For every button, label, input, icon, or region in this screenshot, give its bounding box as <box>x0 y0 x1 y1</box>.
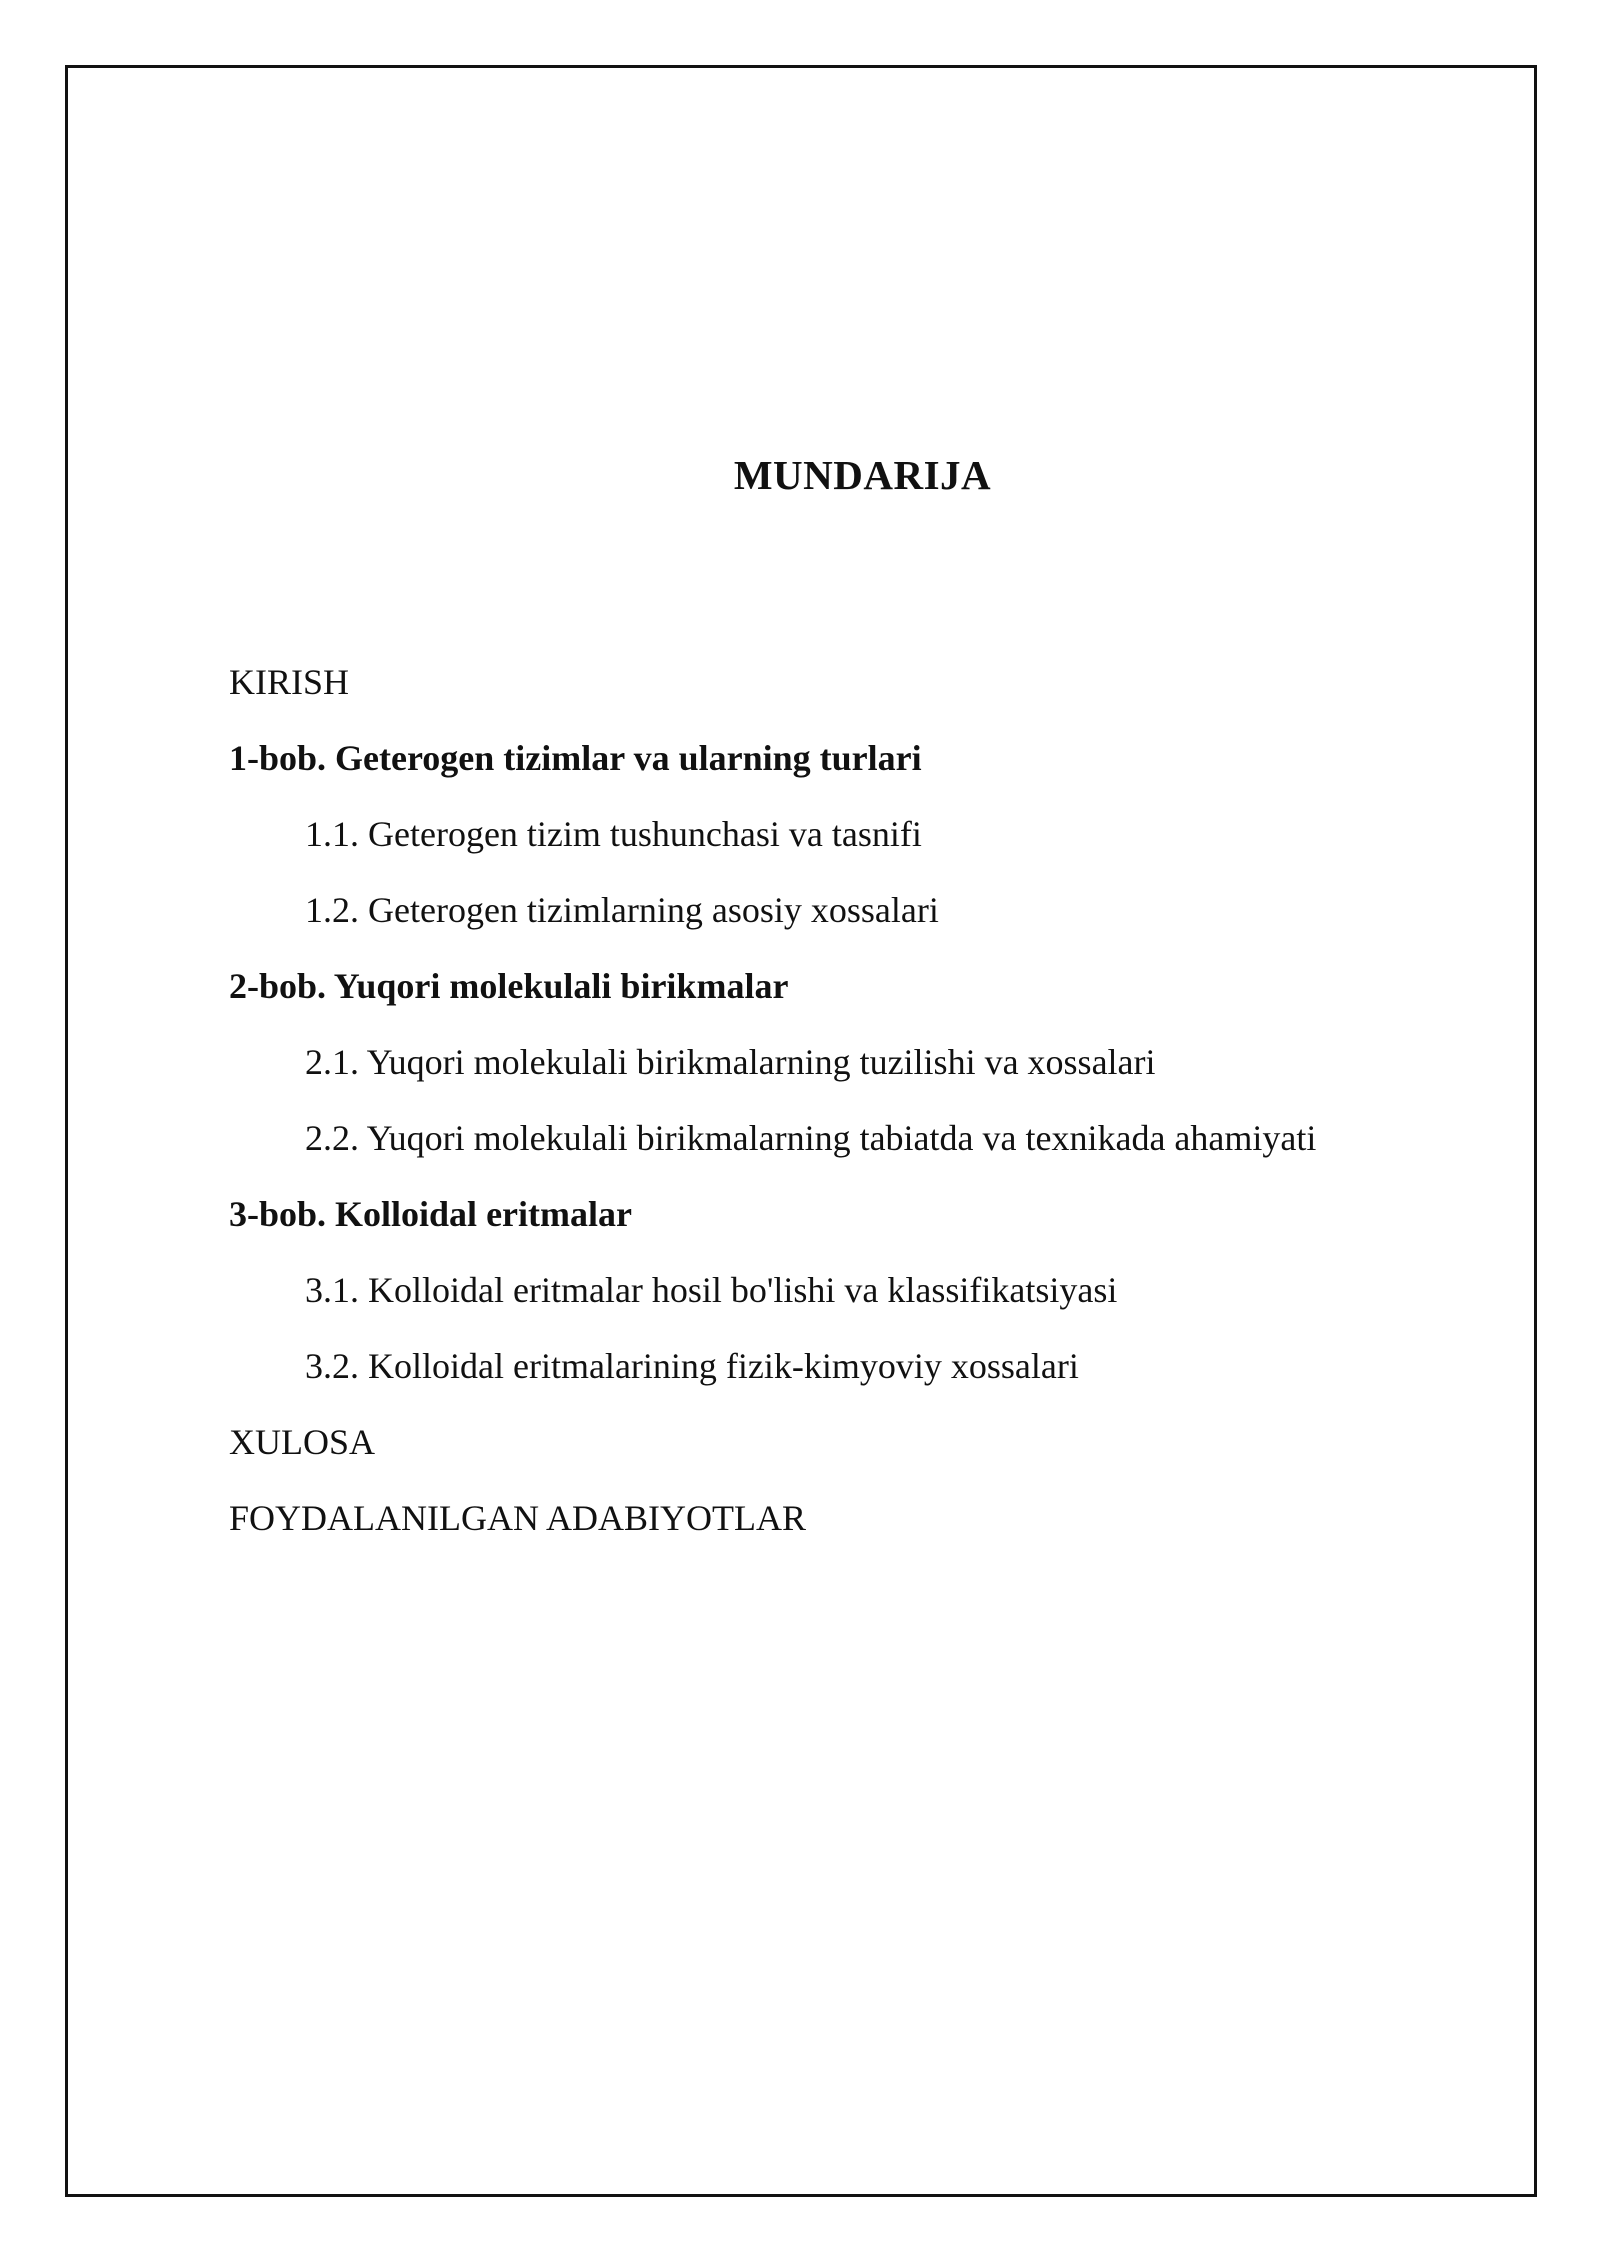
toc-entry-conclusion: XULOSA <box>229 1422 376 1462</box>
toc-section-1-1: 1.1. Geterogen tizim tushunchasi va tasnifi <box>305 814 922 854</box>
toc-section-3-2: 3.2. Kolloidal eritmalarining fizik-kimyoviy xossalari <box>305 1346 1079 1386</box>
toc-entry-introduction: KIRISH <box>229 662 350 702</box>
toc-chapter-2: 2-bob. Yuqori molekulali birikmalar <box>229 966 789 1006</box>
toc-section-2-2: 2.2. Yuqori molekulali birikmalarning tabiatda va texnikada ahamiyati <box>305 1118 1317 1158</box>
toc-section-1-2: 1.2. Geterogen tizimlarning asosiy xossalari <box>305 890 939 930</box>
table-of-contents <box>229 644 1316 1556</box>
toc-entry-references: FOYDALANILGAN ADABIYOTLAR <box>229 1498 806 1538</box>
toc-chapter-1: 1-bob. Geterogen tizimlar va ularning turlari <box>229 738 922 778</box>
toc-chapter-3: 3-bob. Kolloidal eritmalar <box>229 1194 632 1234</box>
page-title: MUNDARIJA <box>733 452 992 498</box>
toc-section-3-1: 3.1. Kolloidal eritmalar hosil bo'lishi va klassifikatsiyasi <box>305 1270 1118 1310</box>
toc-section-2-1: 2.1. Yuqori molekulali birikmalarning tuzilishi va xossalari <box>305 1042 1156 1082</box>
